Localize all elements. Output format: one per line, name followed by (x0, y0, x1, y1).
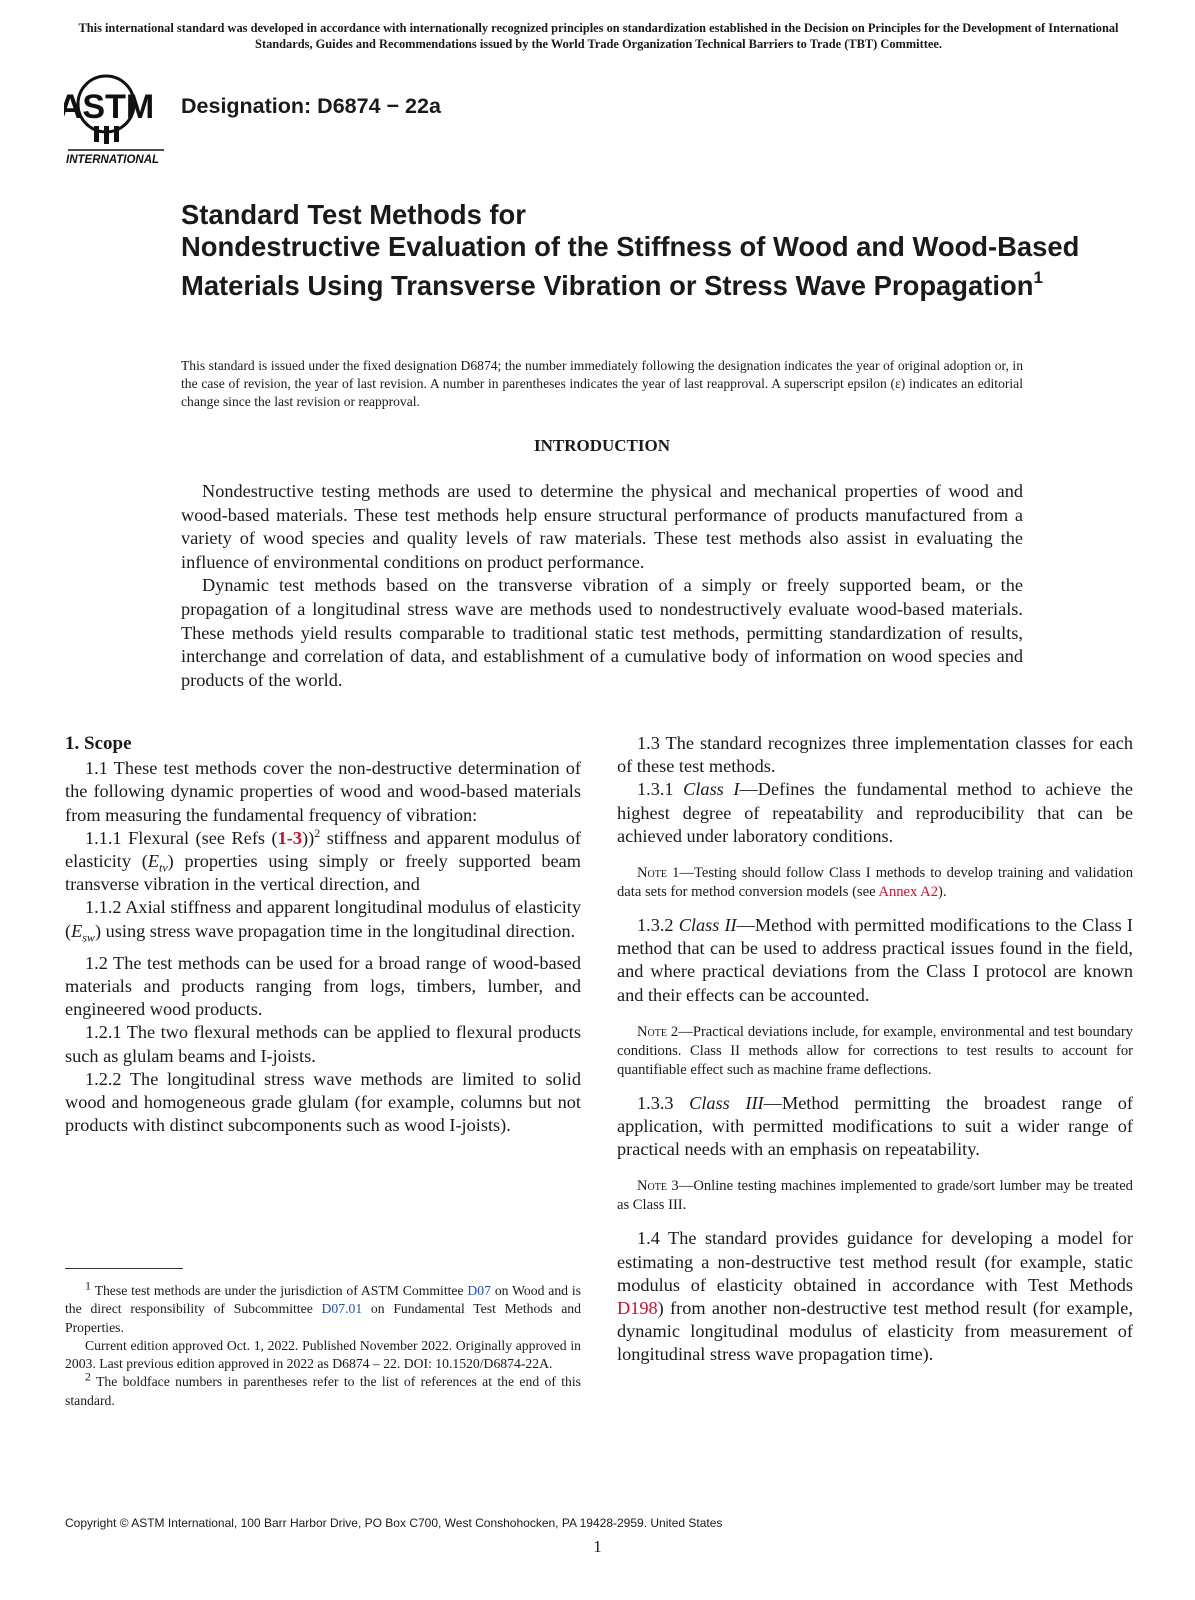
footnote-divider (65, 1268, 183, 1269)
section-1-2-2: 1.2.2 The longitudinal stress wave methods are limited to solid wood and homogeneous grade glulam (for example, columns but not products with distinct subcomponents such as wood I-joists). (65, 1068, 581, 1136)
introduction (181, 480, 1023, 692)
page-number: 1 (593, 1537, 602, 1556)
issued-statement: This standard is issued under the fixed designation D6874; the number immediately following the designation indicates the year of original adoption or, in the case of revision, the year of last revision. A number in parentheses indicates the year of last reapproval. A superscript epsilon (ε) indicates an editorial change since the last revision or reapproval. (181, 358, 1023, 409)
wto-notice: This international standard was developed in accordance with internationally recognized principles on standardization established in the Decision on Principles for the Development of International Standards, Guides and Recommendations issued by the World Trade Organization Technical Barriers to Trade (TBT) Committee. (78, 21, 1119, 51)
footnote-mark-2[interactable]: 2 (314, 825, 321, 840)
footnote-2: $^2$ The boldface numbers in parentheses refer to the list of references at the end of this standard. (65, 1369, 581, 1408)
note-3: Note 3—Online testing machines implemented to grade/sort lumber may be treated as Class III. (617, 1178, 1133, 1214)
footnotes (65, 1278, 581, 1410)
copyright-notice: Copyright © ASTM International, 100 Barr Harbor Drive, PO Box C700, West Conshohocken, PA 19428-2959. United States (65, 1516, 723, 1530)
note-2: Note 2—Practical deviations include, for example, environmental and test boundary conditions. Class II methods allow for corrections to test results to account for quantifiable effect such as machine frame deflections. (617, 1023, 1133, 1078)
section-1-3-2: 1.3.2 Class II—Method with permitted modifications to the Class I method that can be used to address practical issues found in the field, and where practical deviations from the Class I protocol are known and their effects can be accounted. (617, 915, 1133, 1005)
intro-paragraph-2: Dynamic test methods based on the transverse vibration of a simply or freely supported beam, or the propagation of a longitudinal stress wave are methods used to nondestructively evaluate wood-based materials. These methods yield results comparable to traditional static test methods, permitting standardization of results, interchange and correlation of data, and establishment of a cumulative body of information on wood species and products of the world. (181, 575, 1023, 690)
designation: Designation: D6874 − 22a (181, 94, 441, 118)
left-column (65, 732, 581, 1137)
section-1-3: 1.3 The standard recognizes three implementation classes for each of these test methods. (617, 733, 1133, 777)
section-1-3-3: 1.3.3 Class III—Method permitting the broadest range of application, with permitted modifications to suit a wider range of practical needs with an emphasis on repeatability. (617, 1092, 1133, 1160)
ref-link-1-3[interactable]: 1-3 (277, 827, 303, 848)
annex-a2-link[interactable]: Annex A2 (878, 884, 938, 901)
right-column (617, 732, 1133, 1367)
section-1-3-1: 1.3.1 Class I—Defines the fundamental method to achieve the highest degree of repeatability and reproducibility that can be achieved under laboratory conditions. (617, 779, 1133, 846)
note-1: Note 1—Testing should follow Class I methods to develop training and validation data sets for method conversion models (see Annex A2). (617, 865, 1133, 901)
title-footnote-mark[interactable]: 1 (1033, 267, 1043, 287)
section-1-2-1: 1.2.1 The two flexural methods can be applied to flexural products such as glulam beams and I-joists. (65, 1022, 581, 1066)
d07-link[interactable]: D07 (467, 1283, 491, 1298)
d198-link[interactable]: D198 (617, 1298, 658, 1319)
footnote-1: $^1$ These test methods are under the jurisdiction of ASTM Committee D07 on Wood and is the direct responsibility of Subcommittee D07.01 on Fundamental Test Methods and Properties. (65, 1278, 581, 1335)
astm-logo-icon (64, 68, 174, 168)
section-1-1-2: 1.1.2 Axial stiffness and apparent longitudinal modulus of elasticity $(E_{sw})$ using stress wave propagation time in the longitudinal direction. (65, 897, 581, 945)
d07-01-link[interactable]: D07.01 (321, 1301, 363, 1317)
introduction-heading: INTRODUCTION (533, 436, 671, 455)
astm-logo (64, 68, 174, 168)
title-line-1: Standard Test Methods for (181, 199, 526, 230)
section-1-1: 1.1 These test methods cover the non-destructive determination of the following dynamic properties of wood and wood-based materials from measuring the fundamental frequency of vibration: (65, 758, 581, 825)
document-title (181, 199, 1081, 302)
svg-text:ASTM: ASTM (64, 88, 155, 126)
section-1-1-1: 1.1.1 Flexural (see Refs (1-3))$^2$ stiffness and apparent modulus of elasticity $(E_{tv})$ properties using simply or freely supported beam transverse vibration in the vertical direction, and (65, 825, 582, 895)
scope-heading: 1. Scope (65, 733, 132, 754)
section-1-4: 1.4 The standard provides guidance for developing a model for estimating a non-destructive test method result (for example, static modulus of elasticity obtained in accordance with Test Methods D198) from another non-destructive test method result (for example, dynamic longitudinal modulus of elasticity from measurement of longitudinal stress wave propagation time). (617, 1228, 1133, 1365)
intro-paragraph-1: Nondestructive testing methods are used to determine the physical and mechanical properties of wood and wood-based materials. These test methods help ensure structural performance of products manufactured from a variety of wood species and quality levels of raw materials. These test methods also assist in evaluating the influence of environmental conditions on product performance. (181, 481, 1023, 572)
footnote-1-edition: Current edition approved Oct. 1, 2022. Published November 2022. Originally approved in 2003. Last previous edition approved in 2022 as D6874 – 22. DOI: 10.1520/D6874-22A. (65, 1337, 581, 1372)
svg-text:INTERNATIONAL: INTERNATIONAL (66, 154, 160, 166)
title-line-2: Nondestructive Evaluation of the Stiffness of Wood and Wood-Based Materials Using Transverse Vibration or Stress Wave Propagation (181, 231, 1080, 301)
section-1-2: 1.2 The test methods can be used for a broad range of wood-based materials and products ranging from logs, timbers, lumber, and engineered wood products. (65, 952, 581, 1020)
